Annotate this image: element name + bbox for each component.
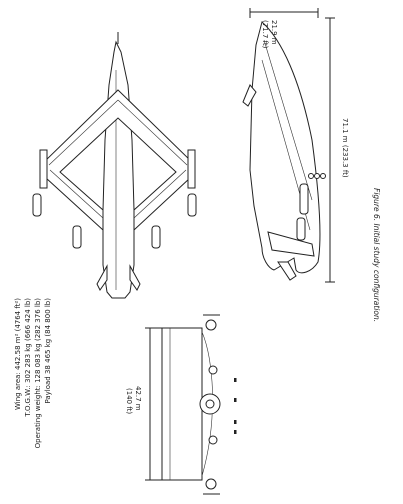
spec-wing-area: Wing area: 442.58 m² (4764 ft²) — [14, 298, 22, 410]
specifications-block — [14, 298, 52, 449]
height-ft-label: (71.7 ft) — [261, 20, 269, 49]
length-label: 71.1 m (233.3 ft) — [341, 118, 349, 178]
span-ft-label: (140 ft) — [125, 388, 133, 415]
front-view-drawing — [145, 315, 237, 494]
top-view-drawing — [33, 32, 196, 298]
spec-operating-weight: Operating weight: 128 083 kg (282 376 lb) — [34, 298, 42, 449]
spec-togw: T.O.G.W.: 302 283 kg (666 424 lb) — [24, 298, 32, 417]
spec-payload: Payload 38 465 kg (84 800 lb) — [44, 298, 52, 404]
side-view-drawing — [243, 8, 335, 282]
height-m-label: 21.9 m — [270, 20, 278, 45]
span-m-label: 42.7 m — [134, 386, 142, 411]
figure-caption: Figure 6. Initial study configuration. — [372, 188, 381, 323]
